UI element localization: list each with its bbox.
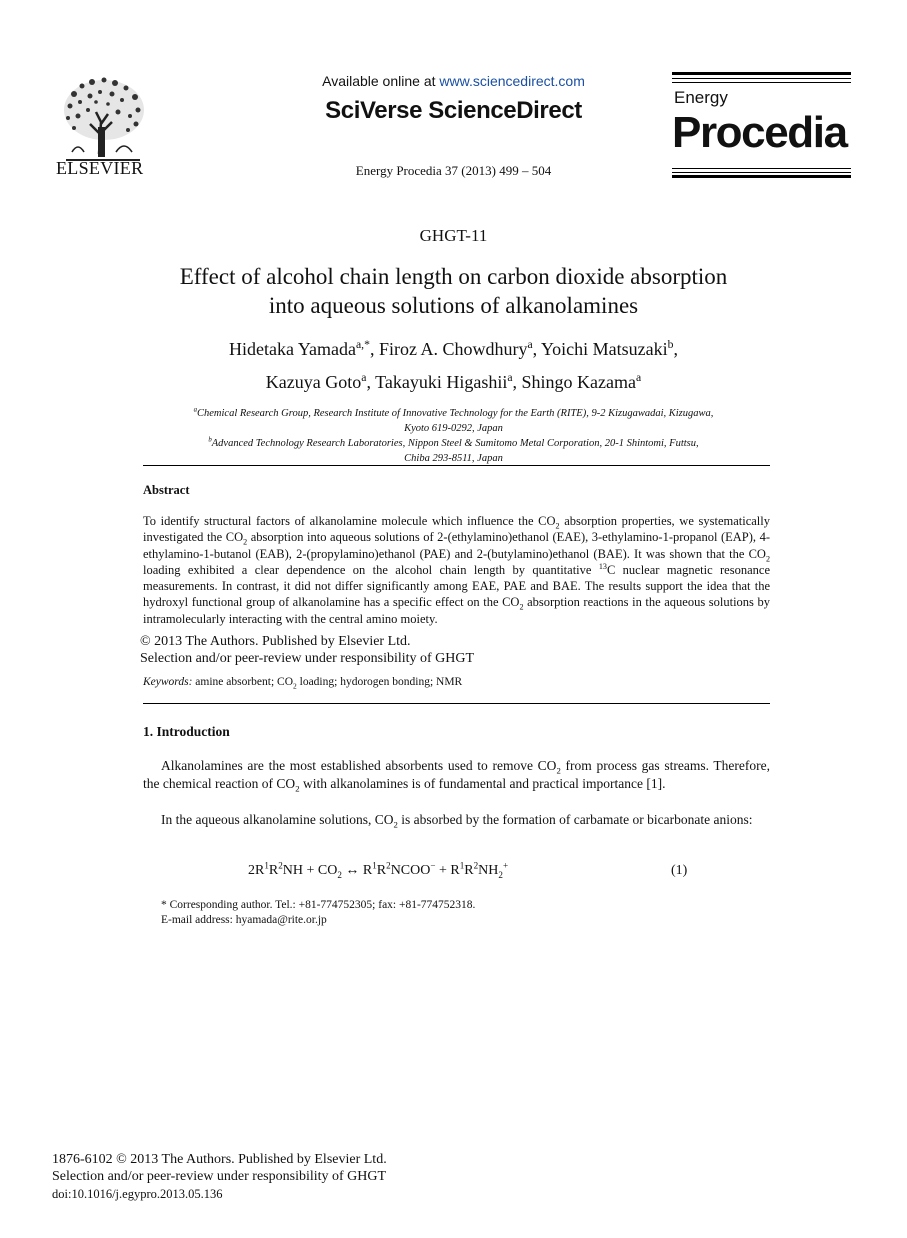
affiliation-a [150, 406, 757, 421]
eq-sup: 1 [264, 860, 269, 871]
superscript: 13 [598, 561, 607, 571]
divider [143, 703, 770, 704]
section-heading: 1. Introduction [143, 724, 230, 739]
author-mark: a,* [355, 338, 370, 351]
affiliation-text: Advanced Technology Research Laboratories, Nippon Steel & Sumitomo Metal Corporation, 20-1 Shintomi, Futtsu, [211, 438, 699, 449]
journal-reference: Energy Procedia 37 (2013) 499 – 504 [355, 163, 552, 178]
eq-sup: + [502, 860, 509, 871]
author-name: Kazuya Goto [265, 372, 362, 392]
author-name: Takayuki Higashii [375, 372, 508, 392]
paragraph-text: from process gas streams. Therefore, the chemical reaction of CO [143, 758, 770, 791]
eq-term: R [464, 863, 474, 878]
author-mark: a [507, 371, 513, 384]
subscript: 2 [293, 681, 297, 691]
eq-term: NCOO [390, 863, 431, 878]
paragraph-text: In the aqueous alkanolamine solutions, CO [161, 812, 394, 827]
author-name: Yoichi Matsuzaki [540, 339, 668, 359]
subscript: 2 [393, 819, 398, 830]
subscript: 2 [556, 765, 561, 776]
keywords-text: loading; hydorogen bonding; NMR [296, 676, 463, 688]
availability-prefix: Available online at [322, 73, 440, 89]
eq-sup: 2 [278, 860, 283, 871]
footer-peer-review: Selection and/or peer-review under responsibility of GHGT [52, 1169, 387, 1184]
peer-review-line: Selection and/or peer-review under responsibility of GHGT [140, 651, 475, 666]
keywords-text: amine absorbent; CO [192, 676, 294, 688]
author-separator: , [369, 339, 379, 359]
paper-title [100, 262, 807, 320]
title-line-1: Effect of alcohol chain length on carbon dioxide absorption [179, 264, 728, 289]
abstract-text: absorption into aqueous solutions of 2-(ethylamino)ethanol (EAE), 3-ethylamino-1-propanol (EAP), 4-ethylamino-1-butanol (EAB), 2-(propylamino)ethanol (PAE) and 2-(butylamino)ethanol (BAE). It was shown that the CO [143, 530, 770, 561]
abstract-text: absorption properties, we systematically investigated the CO [143, 514, 770, 545]
subscript: 2 [519, 602, 524, 612]
author-line-1 [0, 339, 907, 360]
author-mark: a [361, 371, 367, 384]
eq-arrow: ↔ [341, 863, 363, 878]
abstract-text: To identify structural factors of alkanolamine molecule which influence the CO [143, 514, 556, 528]
eq-term: R [268, 863, 279, 878]
author-separator: , [512, 372, 522, 392]
abstract-text: absorption reactions in the aqueous solutions by intramolecularly interacting with the central amino moiety. [143, 595, 770, 626]
abstract-text: loading exhibited a clear dependence on the alcohol chain length by quantitative [143, 562, 599, 577]
paragraph-text: with alkanolamines is of fundamental and practical importance [1]. [299, 775, 666, 791]
affiliation-mark: b [208, 436, 212, 444]
author-name: Firoz A. Chowdhury [378, 339, 528, 359]
author-name: Hidetaka Yamada [229, 339, 356, 359]
eq-sup: − [430, 860, 436, 871]
author-name: Shingo Kazama [521, 372, 637, 392]
keywords-label: Keywords: [143, 676, 193, 688]
subscript: 2 [765, 554, 770, 564]
paragraph-text: Alkanolamines are the most established absorbents used to remove CO [161, 758, 557, 773]
eq-term: R [376, 863, 387, 878]
subscript: 2 [295, 783, 300, 794]
elsevier-wordmark: ELSEVIER [56, 158, 144, 178]
eq-term: 2R [248, 863, 265, 878]
eq-sub: 2 [498, 869, 503, 880]
eq-term: NH [478, 863, 499, 878]
author-mark: a [527, 338, 533, 351]
author-mark: b [667, 338, 674, 351]
affiliation-text: Chemical Research Group, Research Institute of Innovative Technology for the Earth (RITE), 9-2 Kizugawadai, Kizugawa, [197, 408, 714, 419]
platform-logo: SciVerse ScienceDirect [325, 97, 582, 124]
abstract-body [143, 513, 770, 627]
intro-paragraph-1 [143, 757, 770, 792]
eq-sup: 1 [372, 860, 377, 871]
conference-name: GHGT-11 [419, 226, 488, 245]
logo-procedia-text: Procedia [672, 108, 847, 157]
author-mark: a [636, 371, 642, 384]
eq-term: R [362, 863, 373, 878]
footer-doi: doi:10.1016/j.egypro.2013.05.136 [52, 1187, 223, 1201]
author-separator: , [366, 372, 376, 392]
email-note: E-mail address: hyamada@rite.or.jp [161, 914, 327, 926]
title-line-2: into aqueous solutions of alkanolamines [268, 293, 639, 318]
affiliation-text: Kyoto 619-0292, Japan [404, 423, 503, 434]
author-line-2 [0, 372, 907, 393]
affiliations [150, 406, 757, 466]
footer-issn-copyright: 1876-6102 © 2013 The Authors. Published by Elsevier Ltd. [52, 1152, 387, 1167]
abstract-heading: Abstract [143, 483, 190, 497]
corresponding-author-note: * Corresponding author. Tel.: +81-774752305; fax: +81-774752318. [161, 899, 476, 911]
affiliation-b [150, 436, 757, 451]
affiliation-mark: a [193, 406, 197, 414]
intro-paragraph-2 [143, 811, 770, 829]
affiliation-text: Chiba 293-8511, Japan [404, 453, 503, 464]
logo-energy-text: Energy [674, 88, 728, 107]
copyright-line: © 2013 The Authors. Published by Elsevier Ltd. [140, 634, 411, 649]
equation-number: (1) [671, 863, 688, 878]
energy-procedia-logo [672, 72, 851, 178]
divider [143, 465, 770, 466]
eq-sup: 1 [459, 860, 465, 871]
equation-1 [248, 860, 509, 880]
subscript: 2 [555, 521, 560, 531]
eq-sup: 2 [386, 860, 391, 871]
abstract-text: C nuclear magnetic resonance measurements. In contrast, it did not differ significantly among EAE, PAE and BAE. The results support the idea that the hydroxyl functional group of alkanolamine has a specific effect on the CO [143, 562, 770, 610]
eq-term: + R [435, 863, 460, 878]
author-separator: , [532, 339, 541, 359]
author-separator: , [673, 339, 678, 359]
paragraph-text: is absorbed by the formation of carbamate or bicarbonate anions: [397, 812, 753, 827]
eq-term: NH + CO [282, 863, 338, 878]
eq-sup: 2 [473, 860, 479, 871]
sciencedirect-link[interactable]: www.sciencedirect.com [439, 73, 585, 89]
keywords [143, 676, 463, 691]
eq-sub: 2 [337, 869, 342, 880]
subscript: 2 [243, 537, 248, 547]
